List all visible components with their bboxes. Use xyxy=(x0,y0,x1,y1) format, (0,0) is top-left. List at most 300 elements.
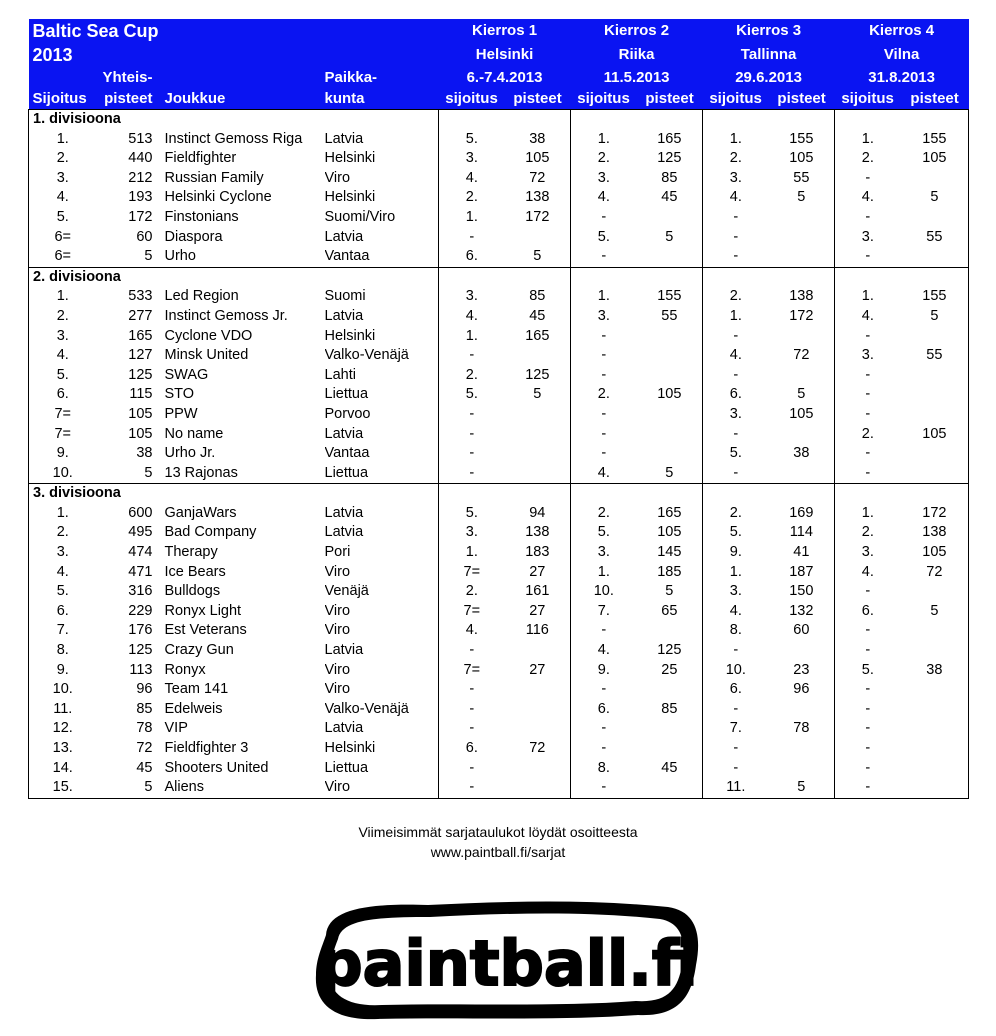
round-1-rank-header: sijoitus xyxy=(439,88,505,110)
round-3-rank-cell: - xyxy=(703,247,769,267)
round-3-rank-cell: 5. xyxy=(703,523,769,543)
round-1-label: Kierros 1 xyxy=(439,19,571,43)
round-4-rank-header: sijoitus xyxy=(835,88,901,110)
round-3-rank-cell: 5. xyxy=(703,444,769,464)
standings-row xyxy=(29,130,969,150)
round-2-rank-cell: - xyxy=(571,425,637,445)
team-name-cell: Fieldfighter xyxy=(164,150,237,167)
round-3-rank-cell: 6. xyxy=(703,680,769,700)
standings-row xyxy=(29,700,969,720)
round-2-points-cell xyxy=(637,778,703,798)
total-points-cell: 176 xyxy=(128,622,153,639)
round-3-points-cell xyxy=(769,247,835,267)
rank-cell: 4. xyxy=(29,346,97,366)
round-4-rank-cell: 3. xyxy=(835,228,901,248)
round-2-points-cell: 45 xyxy=(661,759,678,776)
round-2-rank-cell: 7. xyxy=(571,602,637,622)
round-4-rank-cell: 4. xyxy=(835,307,901,327)
round-2-points-cell xyxy=(637,327,703,347)
round-3-rank-cell: 3. xyxy=(703,169,769,189)
city-cell: Viro xyxy=(324,169,351,186)
round-1-points-cell xyxy=(505,759,571,779)
round-1-rank-cell: 3. xyxy=(439,149,505,169)
team-name-cell: Diaspora xyxy=(164,228,223,245)
rank-cell: 6. xyxy=(29,602,97,622)
round-4-rank-cell: - xyxy=(835,641,901,661)
team-name-cell: Crazy Gun xyxy=(164,642,234,659)
round-4-rank-cell: - xyxy=(835,680,901,700)
rank-cell: 8. xyxy=(29,641,97,661)
round-3-points-cell: 114 xyxy=(789,524,813,541)
round-1-points-cell: 72 xyxy=(529,169,546,186)
round-2-rank-cell: - xyxy=(571,405,637,425)
standings-row xyxy=(29,346,969,366)
round-1-points-cell: 138 xyxy=(525,189,550,206)
total-points-cell: 105 xyxy=(128,405,153,422)
round-1-points-cell: 161 xyxy=(525,583,550,600)
total-points-cell: 440 xyxy=(128,150,153,167)
round-1-points-cell: 45 xyxy=(529,307,546,324)
round-2-rank-cell: - xyxy=(571,327,637,347)
round-2-points-cell xyxy=(637,405,703,425)
standings-row xyxy=(29,228,969,248)
total-points-cell: 85 xyxy=(136,700,153,717)
round-2-points-cell: 165 xyxy=(657,504,682,521)
city-cell: Helsinki xyxy=(324,327,376,344)
standings-row xyxy=(29,307,969,327)
round-4-rank-cell: 3. xyxy=(835,543,901,563)
round-1-points-cell xyxy=(505,444,571,464)
round-1-points-cell: 38 xyxy=(529,130,546,147)
round-4-rank-cell: - xyxy=(835,169,901,189)
round-3-points-cell: 105 xyxy=(789,405,814,422)
standings-row xyxy=(29,169,969,189)
round-4-points-cell: 5 xyxy=(901,602,969,622)
round-3-points-cell: 5 xyxy=(797,386,806,403)
round-2-points-cell xyxy=(637,346,703,366)
round-3-rank-cell: 4. xyxy=(703,188,769,208)
city-cell: Viro xyxy=(324,661,351,678)
round-1-rank-cell: 1. xyxy=(439,327,505,347)
city-cell: Latvia xyxy=(324,524,364,541)
total-points-cell: 5 xyxy=(144,248,153,265)
round-4-rank-cell: - xyxy=(835,208,901,228)
round-1-points-cell: 94 xyxy=(529,504,546,521)
total-points-cell: 277 xyxy=(128,307,153,324)
round-2-rank-cell: 4. xyxy=(571,188,637,208)
round-3-rank-header: sijoitus xyxy=(703,88,769,110)
round-1-points-cell xyxy=(505,700,571,720)
round-4-label: Kierros 4 xyxy=(835,19,969,43)
round-2-rank-cell: - xyxy=(571,739,637,759)
round-1-rank-cell: 2. xyxy=(439,582,505,602)
total-points-cell: 113 xyxy=(129,661,153,678)
round-1-points-cell xyxy=(505,641,571,661)
standings-row xyxy=(29,385,969,405)
division-header-row xyxy=(29,484,969,504)
round-1-points-cell xyxy=(505,405,571,425)
round-2-rank-cell: 3. xyxy=(571,169,637,189)
round-3-points-cell xyxy=(769,425,835,445)
round-3-points-cell: 172 xyxy=(789,307,814,324)
round-1-points-cell xyxy=(505,778,571,798)
round-4-points-cell xyxy=(901,700,969,720)
round-1-rank-cell: - xyxy=(439,444,505,464)
city-cell: Lahti xyxy=(324,366,356,383)
rank-cell: 5. xyxy=(29,208,97,228)
division-header-row xyxy=(29,267,969,287)
round-4-points-cell xyxy=(901,582,969,602)
round-1-rank-cell: 7= xyxy=(439,602,505,622)
round-3-points-cell: 60 xyxy=(793,622,810,639)
round-1-rank-cell: 2. xyxy=(439,366,505,386)
city-cell: Vantaa xyxy=(324,445,370,462)
rank-cell: 2. xyxy=(29,523,97,543)
round-4-rank-cell: 2. xyxy=(835,523,901,543)
rank-cell: 2. xyxy=(29,307,97,327)
rank-cell: 14. xyxy=(29,759,97,779)
city-cell: Vantaa xyxy=(324,248,370,265)
round-4-points-cell: 38 xyxy=(901,661,969,681)
total-points-cell: 533 xyxy=(128,288,153,305)
team-name-cell: Edelweis xyxy=(164,700,223,717)
city-cell: Latvia xyxy=(324,642,364,659)
city-cell: Latvia xyxy=(324,228,364,245)
round-2-points-cell: 85 xyxy=(661,169,678,186)
rank-cell: 13. xyxy=(29,739,97,759)
round-4-points-cell xyxy=(901,247,969,267)
round-3-points-cell: 155 xyxy=(789,130,814,147)
team-name-cell: Urho xyxy=(164,248,196,265)
round-3-points-cell xyxy=(769,228,835,248)
round-3-points-cell: 96 xyxy=(793,681,810,698)
round-1-rank-cell: - xyxy=(439,228,505,248)
round-2-points-cell: 5 xyxy=(665,464,674,481)
round-1-points-cell xyxy=(505,346,571,366)
team-header: Joukkue xyxy=(161,88,325,110)
round-3-rank-cell: 8. xyxy=(703,621,769,641)
round-4-points-cell xyxy=(901,169,969,189)
total-points-cell: 513 xyxy=(128,130,153,147)
round-2-points-cell xyxy=(637,208,703,228)
rank-header: Sijoitus xyxy=(29,88,97,110)
round-1-rank-cell: 5. xyxy=(439,130,505,150)
city-cell: Latvia xyxy=(324,720,364,737)
round-4-rank-cell: 1. xyxy=(835,287,901,307)
round-3-points-cell: 187 xyxy=(789,563,814,580)
team-name-cell: PPW xyxy=(164,405,198,422)
total-points-cell: 316 xyxy=(128,583,153,600)
round-2-rank-cell: 2. xyxy=(571,385,637,405)
team-name-cell: Instinct Gemoss Riga xyxy=(164,130,303,147)
round-3-rank-cell: - xyxy=(703,464,769,484)
round-4-place: Vilna xyxy=(835,43,969,67)
round-3-rank-cell: - xyxy=(703,759,769,779)
round-4-rank-cell: 3. xyxy=(835,346,901,366)
round-3-points-cell: 55 xyxy=(793,169,810,186)
round-3-points-cell: 169 xyxy=(789,504,814,521)
team-name-cell: Helsinki Cyclone xyxy=(164,189,272,206)
round-1-points-cell: 85 xyxy=(529,288,546,305)
city-header-2: kunta xyxy=(325,88,439,110)
city-cell: Suomi/Viro xyxy=(324,208,396,225)
round-4-points-cell xyxy=(901,405,969,425)
round-1-rank-cell: - xyxy=(439,719,505,739)
round-4-rank-cell: - xyxy=(835,759,901,779)
standings-row xyxy=(29,778,969,798)
round-1-points-cell: 172 xyxy=(525,208,550,225)
round-2-rank-cell: 4. xyxy=(571,641,637,661)
round-2-points-cell xyxy=(637,247,703,267)
round-1-rank-cell: - xyxy=(439,680,505,700)
rank-cell: 11. xyxy=(29,700,97,720)
city-cell: Helsinki xyxy=(324,740,376,756)
round-2-rank-cell: - xyxy=(571,247,637,267)
team-name-cell: Bad Company xyxy=(164,524,257,541)
footer-text: Viimeisimmät sarjataulukot löydät osoitteesta xyxy=(358,824,638,840)
city-cell: Latvia xyxy=(324,130,364,147)
total-points-cell: 38 xyxy=(136,445,153,462)
round-2-points-cell xyxy=(637,739,703,759)
round-1-rank-cell: 1. xyxy=(439,208,505,228)
team-name-cell: Cyclone VDO xyxy=(164,327,253,344)
round-3-points-cell xyxy=(769,759,835,779)
round-1-points-cell xyxy=(505,464,571,484)
round-3-rank-cell: 1. xyxy=(703,130,769,150)
round-4-rank-cell: - xyxy=(835,247,901,267)
paintball-fi-logo xyxy=(308,895,704,1023)
round-4-rank-cell: 1. xyxy=(835,130,901,150)
team-name-cell: Finstonians xyxy=(164,208,239,225)
round-3-rank-cell: 4. xyxy=(703,602,769,622)
round-2-points-cell: 185 xyxy=(657,563,682,580)
round-4-points-header: pisteet xyxy=(901,88,969,110)
round-4-points-cell: 105 xyxy=(901,149,969,169)
round-1-rank-cell: 2. xyxy=(439,188,505,208)
rank-cell: 7. xyxy=(29,621,97,641)
standings-sheet xyxy=(28,19,968,799)
round-3-points-cell: 150 xyxy=(789,583,814,600)
round-2-points-cell xyxy=(637,719,703,739)
round-4-points-cell xyxy=(901,464,969,484)
round-2-rank-cell: 9. xyxy=(571,661,637,681)
standings-row xyxy=(29,719,969,739)
round-2-rank-cell: 8. xyxy=(571,759,637,779)
round-2-points-cell xyxy=(637,444,703,464)
team-name-cell: Ronyx Light xyxy=(164,602,242,619)
round-spacer xyxy=(703,267,835,287)
team-name-cell: Minsk United xyxy=(164,347,249,364)
round-3-points-cell: 5 xyxy=(797,189,806,206)
round-3-points-cell xyxy=(769,366,835,386)
round-4-rank-cell: - xyxy=(835,385,901,405)
round-2-rank-cell: 1. xyxy=(571,563,637,583)
round-1-rank-cell: 4. xyxy=(439,621,505,641)
city-cell: Viro xyxy=(325,778,439,798)
standings-row xyxy=(29,504,969,524)
round-2-rank-cell: 6. xyxy=(571,700,637,720)
round-1-points-cell xyxy=(505,719,571,739)
round-4-points-cell: 55 xyxy=(901,228,969,248)
round-3-points-cell: 78 xyxy=(793,720,810,737)
rank-cell: 9. xyxy=(29,444,97,464)
round-1-rank-cell: - xyxy=(439,778,505,798)
round-4-points-cell: 172 xyxy=(901,504,969,524)
total-points-cell: 229 xyxy=(128,602,153,619)
round-2-rank-cell: 1. xyxy=(571,287,637,307)
standings-row xyxy=(29,444,969,464)
total-points-cell: 127 xyxy=(128,347,153,364)
team-name-cell: STO xyxy=(164,386,195,403)
round-1-points-cell: 138 xyxy=(525,524,550,541)
team-name-cell: Russian Family xyxy=(164,169,264,186)
round-spacer xyxy=(571,267,703,287)
standings-row xyxy=(29,602,969,622)
team-name-cell: Therapy xyxy=(164,544,218,561)
round-3-points-header: pisteet xyxy=(769,88,835,110)
round-3-rank-cell: 9. xyxy=(703,543,769,563)
standings-row xyxy=(29,405,969,425)
round-1-points-header: pisteet xyxy=(505,88,571,110)
team-name-cell: Shooters United xyxy=(164,759,269,776)
total-points-cell: 165 xyxy=(128,327,153,344)
total-points-cell: 96 xyxy=(136,681,153,698)
round-2-points-cell xyxy=(637,680,703,700)
round-4-rank-cell: 4. xyxy=(835,563,901,583)
rank-cell: 6. xyxy=(29,385,97,405)
footer-url[interactable]: www.paintball.fi/sarjat xyxy=(430,844,566,860)
round-4-points-cell: 5 xyxy=(901,188,969,208)
rank-cell: 2. xyxy=(29,149,97,169)
round-4-rank-cell: 2. xyxy=(835,425,901,445)
round-spacer xyxy=(835,110,969,130)
round-1-rank-cell: - xyxy=(439,700,505,720)
round-4-points-cell: 5 xyxy=(901,307,969,327)
round-1-points-cell: 5 xyxy=(533,248,542,265)
round-1-rank-cell: - xyxy=(439,759,505,779)
team-name-cell: Team 141 xyxy=(164,681,229,698)
round-2-points-cell xyxy=(637,366,703,386)
round-3-points-cell xyxy=(769,700,835,720)
city-cell: Liettua xyxy=(324,386,369,403)
round-3-rank-cell: 3. xyxy=(703,405,769,425)
round-3-rank-cell: - xyxy=(703,228,769,248)
city-header-1: Paikka- xyxy=(325,67,439,88)
round-1-rank-cell: 6. xyxy=(439,247,505,267)
round-3-rank-cell: 2. xyxy=(703,504,769,524)
round-1-points-cell: 72 xyxy=(529,740,546,756)
team-name-cell: VIP xyxy=(164,720,188,737)
division-title: 1. divisioona xyxy=(29,110,439,130)
round-3-points-cell: 5 xyxy=(769,778,835,798)
round-3-rank-cell: 10. xyxy=(703,661,769,681)
round-4-points-cell xyxy=(901,680,969,700)
round-1-place: Helsinki xyxy=(439,43,571,67)
team-name-cell: Est Veterans xyxy=(164,622,247,639)
round-spacer xyxy=(439,110,571,130)
round-1-rank-cell: 3. xyxy=(439,287,505,307)
city-cell: Venäjä xyxy=(324,583,369,600)
standings-row xyxy=(29,287,969,307)
round-4-points-cell: 155 xyxy=(901,130,969,150)
round-1-points-cell: 116 xyxy=(525,622,549,639)
standings-row xyxy=(29,149,969,169)
round-2-points-cell: 145 xyxy=(657,544,682,561)
total-points-cell: 212 xyxy=(128,169,153,186)
round-1-rank-cell: - xyxy=(439,425,505,445)
round-4-rank-cell: 2. xyxy=(835,149,901,169)
round-1-points-cell: 27 xyxy=(529,661,546,678)
round-4-points-cell: 155 xyxy=(901,287,969,307)
rank-cell: 3. xyxy=(29,543,97,563)
standings-row xyxy=(29,543,969,563)
team-name-cell: Bulldogs xyxy=(164,583,221,600)
round-3-rank-cell: - xyxy=(703,208,769,228)
round-3-points-cell: 138 xyxy=(789,288,814,305)
round-3-points-cell: 38 xyxy=(793,445,810,462)
standings-row xyxy=(29,739,969,759)
total-points-cell: 471 xyxy=(128,563,153,580)
round-spacer xyxy=(835,484,969,504)
round-1-points-cell: 125 xyxy=(525,366,550,383)
round-2-rank-cell: - xyxy=(571,208,637,228)
round-4-points-cell xyxy=(901,719,969,739)
round-2-rank-cell: - xyxy=(571,444,637,464)
standings-row xyxy=(29,464,969,484)
standings-row xyxy=(29,208,969,228)
round-2-points-cell: 125 xyxy=(657,642,682,659)
round-2-points-cell xyxy=(637,425,703,445)
logo-graphic xyxy=(308,895,704,1023)
team-name-cell: 13 Rajonas xyxy=(164,464,238,481)
city-cell: Viro xyxy=(324,681,351,698)
round-3-points-cell: 132 xyxy=(789,602,814,619)
round-3-rank-cell: 3. xyxy=(703,582,769,602)
round-1-date: 6.-7.4.2013 xyxy=(439,67,571,88)
city-cell: Suomi xyxy=(324,288,366,305)
round-3-rank-cell: 1. xyxy=(703,563,769,583)
round-4-rank-cell: 1. xyxy=(835,504,901,524)
round-3-rank-cell: 6. xyxy=(703,385,769,405)
city-cell: Latvia xyxy=(324,504,364,521)
total-header-2: pisteet xyxy=(97,88,161,110)
rank-cell: 7= xyxy=(29,405,97,425)
standings-row xyxy=(29,563,969,583)
round-2-rank-cell: 1. xyxy=(571,130,637,150)
round-1-rank-cell: 7= xyxy=(439,661,505,681)
round-1-points-cell: 105 xyxy=(525,150,550,167)
round-2-rank-cell: 2. xyxy=(571,149,637,169)
round-4-points-cell xyxy=(901,641,969,661)
standings-table xyxy=(28,19,969,799)
round-1-points-cell xyxy=(505,228,571,248)
round-3-points-cell xyxy=(769,464,835,484)
round-1-points-cell: 27 xyxy=(529,563,546,580)
total-points-cell: 5 xyxy=(144,464,153,481)
team-name-cell: Led Region xyxy=(164,288,239,305)
rank-cell: 10. xyxy=(29,680,97,700)
round-3-rank-cell: - xyxy=(703,366,769,386)
total-points-cell: 45 xyxy=(136,759,153,776)
round-4-points-cell: 138 xyxy=(901,523,969,543)
rank-cell: 10. xyxy=(29,464,97,484)
standings-row xyxy=(29,366,969,386)
total-points-cell: 125 xyxy=(128,366,153,383)
standings-row xyxy=(29,247,969,267)
standings-row xyxy=(29,425,969,445)
round-4-points-cell xyxy=(901,208,969,228)
round-1-rank-cell: 7= xyxy=(439,563,505,583)
